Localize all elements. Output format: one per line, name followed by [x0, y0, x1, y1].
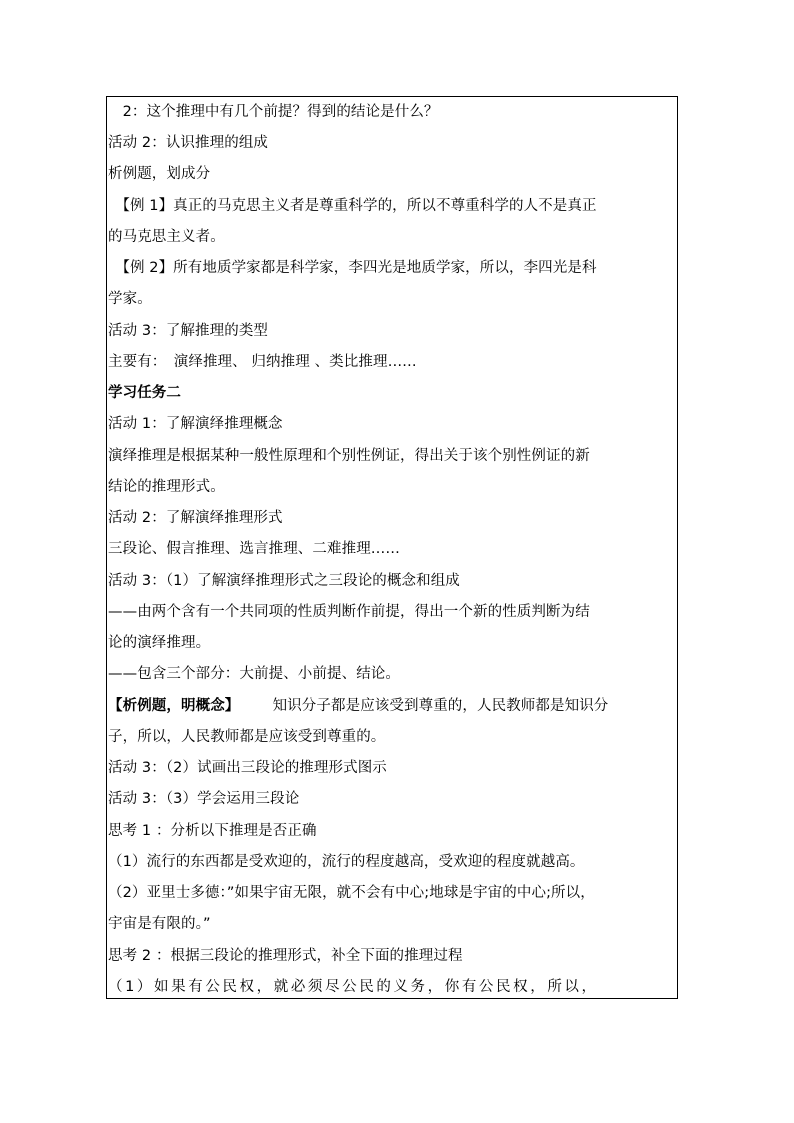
thinking-1-item-2-line-2: 宇宙是有限的。” — [108, 916, 211, 932]
activity-1-heading: 活动 1：了解演绎推理概念 — [108, 416, 283, 432]
deduction-definition-line-1: 演绎推理是根据某种一般性原理和个别性例证，得出关于该个别性例证的新 — [108, 448, 590, 464]
syllogism-parts-text: ——包含三个部分：大前提、小前提、结论。 — [108, 666, 400, 682]
analyze-example-line-2: 子，所以，人民教师都是应该受到尊重的。 — [108, 729, 386, 745]
deduction-forms-text: 三段论、假言推理、选言推理、二难推理…… — [108, 541, 400, 557]
activity-3-heading: 活动 3：了解推理的类型 — [108, 323, 269, 339]
analyze-example-label: 【析例题，明概念】 — [108, 698, 240, 714]
thinking-2-item-1: （1）如果有公民权，就必须尽公民的义务，你有公民权，所以， — [108, 979, 599, 995]
example-1-line-2: 的马克思主义者。 — [108, 229, 225, 245]
activity-2-heading: 活动 2：认识推理的组成 — [108, 135, 269, 151]
example-2-line-1: 【例 2】所有地质学家都是科学家，李四光是地质学家，所以，李四光是科 — [108, 260, 597, 276]
syllogism-definition-line-1: ——由两个含有一个共同项的性质判断作前提，得出一个新的性质判断为结 — [108, 604, 590, 620]
example-2-line-2: 学家。 — [108, 291, 152, 307]
question-2-text: 2：这个推理中有几个前提？得到的结论是什么？ — [108, 104, 439, 120]
deduction-definition-line-2: 结论的推理形式。 — [108, 479, 225, 495]
learning-task-2-heading: 学习任务二 — [108, 385, 181, 401]
analyze-example-line-1: 知识分子都是应该受到尊重的，人民教师都是知识分 — [258, 698, 609, 714]
syllogism-definition-line-2: 论的演绎推理。 — [108, 635, 211, 651]
thinking-1-item-2-line-1: （2）亚里士多德：”如果宇宙无限，就不会有中心;地球是宇宙的中心;所以， — [108, 885, 595, 901]
reasoning-types-text: 主要有： 演绎推理、 归纳推理 、类比推理…… — [108, 354, 417, 370]
example-1-line-1: 【例 1】真正的马克思主义者是尊重科学的，所以不尊重科学的人不是真正 — [108, 198, 597, 214]
activity-3-diagram-heading: 活动 3：（2）试画出三段论的推理形式图示 — [108, 760, 387, 776]
activity-3-syllogism-heading: 活动 3：（1）了解演绎推理形式之三段论的概念和组成 — [108, 573, 460, 589]
thinking-1-item-1: （1）流行的东西都是受欢迎的，流行的程度越高，受欢迎的程度就越高。 — [108, 854, 585, 870]
thinking-1-heading: 思考 1 ：分析以下推理是否正确 — [108, 823, 317, 839]
activity-2-forms-heading: 活动 2：了解演绎推理形式 — [108, 510, 283, 526]
activity-3-apply-heading: 活动 3：（3）学会运用三段论 — [108, 791, 300, 807]
thinking-2-heading: 思考 2 ：根据三段论的推理形式，补全下面的推理过程 — [108, 948, 463, 964]
analyze-examples-text: 析例题，划成分 — [108, 166, 211, 182]
